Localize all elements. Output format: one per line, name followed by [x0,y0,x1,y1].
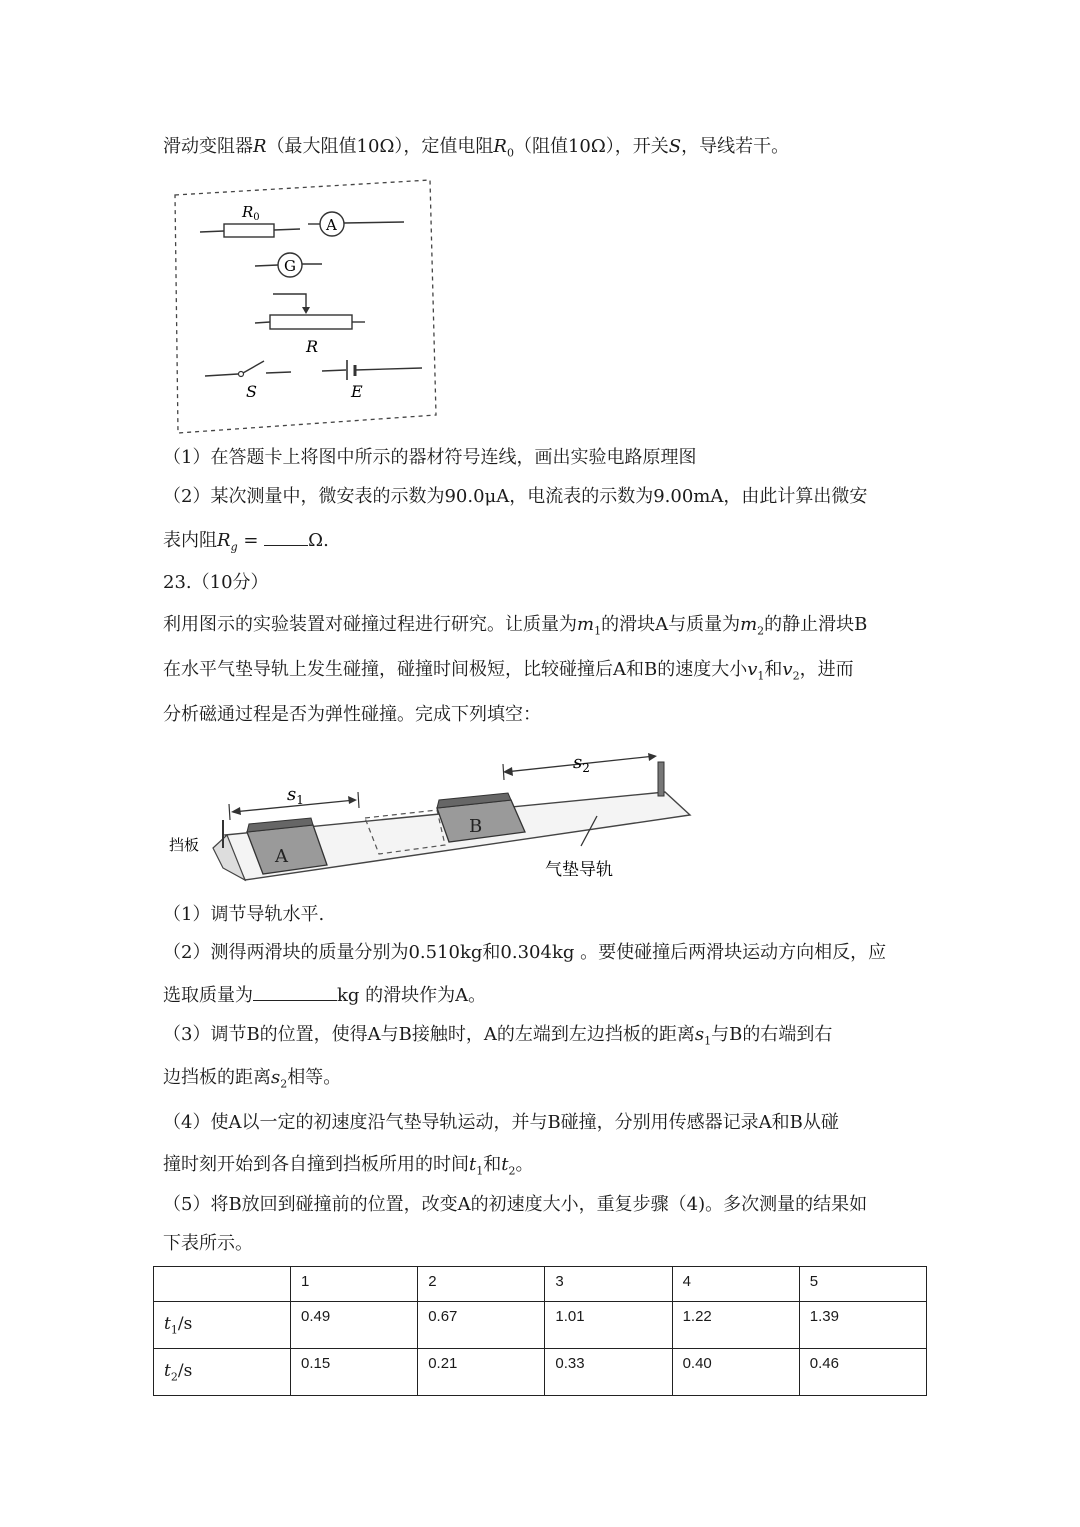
ammeter-label: A [326,216,337,234]
step-4 [163,1110,839,1136]
s2-label: $s_2$ [573,752,590,775]
battery-label: E [351,382,363,401]
text: 的滑块A与质量为 [601,614,741,635]
answer-blank-rg[interactable] [264,527,308,546]
table-cell: 0.40 [672,1349,799,1396]
subscript: 1 [757,669,765,683]
text: （5）将B放回到碰撞前的位置，改变A的初速度大小，重复步骤（4)。多次测量的结果如 [163,1194,868,1215]
step-3-cont [163,1065,341,1098]
text: 的静止滑块B [764,614,868,635]
problem-23-line3 [163,702,541,728]
text: （2）某次测量中，微安表的示数为90.0μA，电流表的示数为9.00mA，由此计算出微安 [163,486,868,507]
text: 和 [764,659,783,680]
symbol-R: R [253,136,267,157]
symbol-t1: t [469,1154,477,1175]
table-cell: 0.33 [545,1349,672,1396]
answer-blank-mass[interactable] [253,982,337,1001]
text: ，进而 [799,659,854,680]
question-2-cont [163,527,329,561]
text: （阻值10Ω），开关 [513,136,669,157]
galvanometer-label: G [284,257,296,275]
results-table [153,1266,927,1396]
subscript: 2 [757,624,765,638]
table-row [154,1349,927,1396]
text: 与B的右端到右 [711,1024,833,1045]
symbol-v2: v [782,659,793,680]
problem-23-title [163,570,269,596]
text: 选取质量为 [163,985,253,1006]
subscript: 0 [506,146,514,160]
step-5-cont [163,1231,253,1257]
table-row [154,1302,927,1349]
text: 23.（10分） [163,572,269,593]
text: 相等。 [287,1067,342,1088]
r0-label: $R_0$ [242,203,260,223]
text: 下表所示。 [163,1233,253,1254]
table-cell: 0.21 [418,1349,545,1396]
subscript: 2 [508,1164,516,1178]
block-a-label: A [275,846,288,867]
circuit-figure [160,175,440,435]
text: kg 的滑块作为A。 [337,985,487,1006]
subscript: g [230,540,238,554]
row-label-t1: $t_1/s$ [154,1302,291,1349]
subscript: 2 [792,669,800,683]
table-header-cell: 2 [418,1267,545,1302]
table-cell: 0.67 [418,1302,545,1349]
right-baffle [658,762,664,796]
table-header-row [154,1267,927,1302]
block-b-label: B [469,816,483,837]
symbol-v1: v [747,659,758,680]
question-2 [163,484,867,510]
step-2 [163,940,886,966]
text: = [237,530,265,551]
switch-symbol [243,361,264,373]
subscript: 1 [704,1034,712,1048]
text: （3）调节B的位置，使得A与B接触时，A的左端到左边挡板的距离 [163,1024,695,1045]
step-2-cont [163,982,486,1009]
symbol-t2: t [501,1154,509,1175]
rail-label: 气垫导轨 [545,860,613,880]
subscript: 2 [280,1077,288,1091]
step-1 [163,902,324,928]
symbol-S: S [668,136,682,157]
problem-23-line1 [163,612,867,645]
step-5 [163,1192,867,1218]
text: 。 [515,1154,534,1175]
table-cell: 1.22 [672,1302,799,1349]
text: （2）测得两滑块的质量分别为0.510kg和0.304kg 。要使碰撞后两滑块运动方向相反，应 [163,942,887,963]
row-label-t2: $t_2/s$ [154,1349,291,1396]
table-cell: 1.01 [545,1302,672,1349]
text: （4）使A以一定的初速度沿气垫导轨运动，并与B碰撞，分别用传感器记录A和B从碰 [163,1112,839,1133]
text: 利用图示的实验装置对碰撞过程进行研究。让质量为 [163,614,577,635]
question-1 [163,445,696,471]
step-4-cont [163,1152,533,1185]
symbol-R0: R [493,136,507,157]
subscript: 1 [594,624,602,638]
resistor-r0-symbol [224,224,274,237]
subscript: 1 [476,1164,484,1178]
baffle-label: 挡板 [169,836,200,854]
text: 撞时刻开始到各自撞到挡板所用的时间 [163,1154,469,1175]
switch-label: S [246,382,257,401]
table-cell: 0.46 [799,1349,926,1396]
symbol-s2: s [271,1067,281,1088]
text: （最大阻值10Ω），定值电阻 [266,136,494,157]
text: （1）调节导轨水平. [163,904,325,925]
line-instruments [163,134,789,167]
table-cell: 0.15 [291,1349,418,1396]
symbol-Rg: R [217,530,231,551]
text: 滑动变阻器 [163,136,253,157]
text: 在水平气垫导轨上发生碰撞，碰撞时间极短，比较碰撞后A和B的速度大小 [163,659,748,680]
table-header-cell: 4 [672,1267,799,1302]
table-header-cell: 3 [545,1267,672,1302]
text: ，导线若干。 [681,136,790,157]
table-cell: 1.39 [799,1302,926,1349]
problem-23-line2 [163,657,854,690]
s1-label: $s_1$ [287,784,304,807]
step-3 [163,1022,832,1055]
text: 表内阻 [163,530,217,551]
symbol-m2: m [740,614,758,635]
rheostat-label: R [306,337,319,356]
table-header-cell [154,1267,291,1302]
table-cell: 0.49 [291,1302,418,1349]
text: （1）在答题卡上将图中所示的器材符号连线，画出实验电路原理图 [163,447,697,468]
text: 分析磁通过程是否为弹性碰撞。完成下列填空： [163,704,541,725]
table-header-cell: 1 [291,1267,418,1302]
apparatus-figure [165,750,700,890]
table-header-cell: 5 [799,1267,926,1302]
rheostat-symbol [270,315,352,329]
text: 边挡板的距离 [163,1067,271,1088]
symbol-m1: m [577,614,595,635]
unit: Ω. [308,530,329,551]
symbol-s1: s [694,1024,705,1045]
text: 和 [483,1154,502,1175]
